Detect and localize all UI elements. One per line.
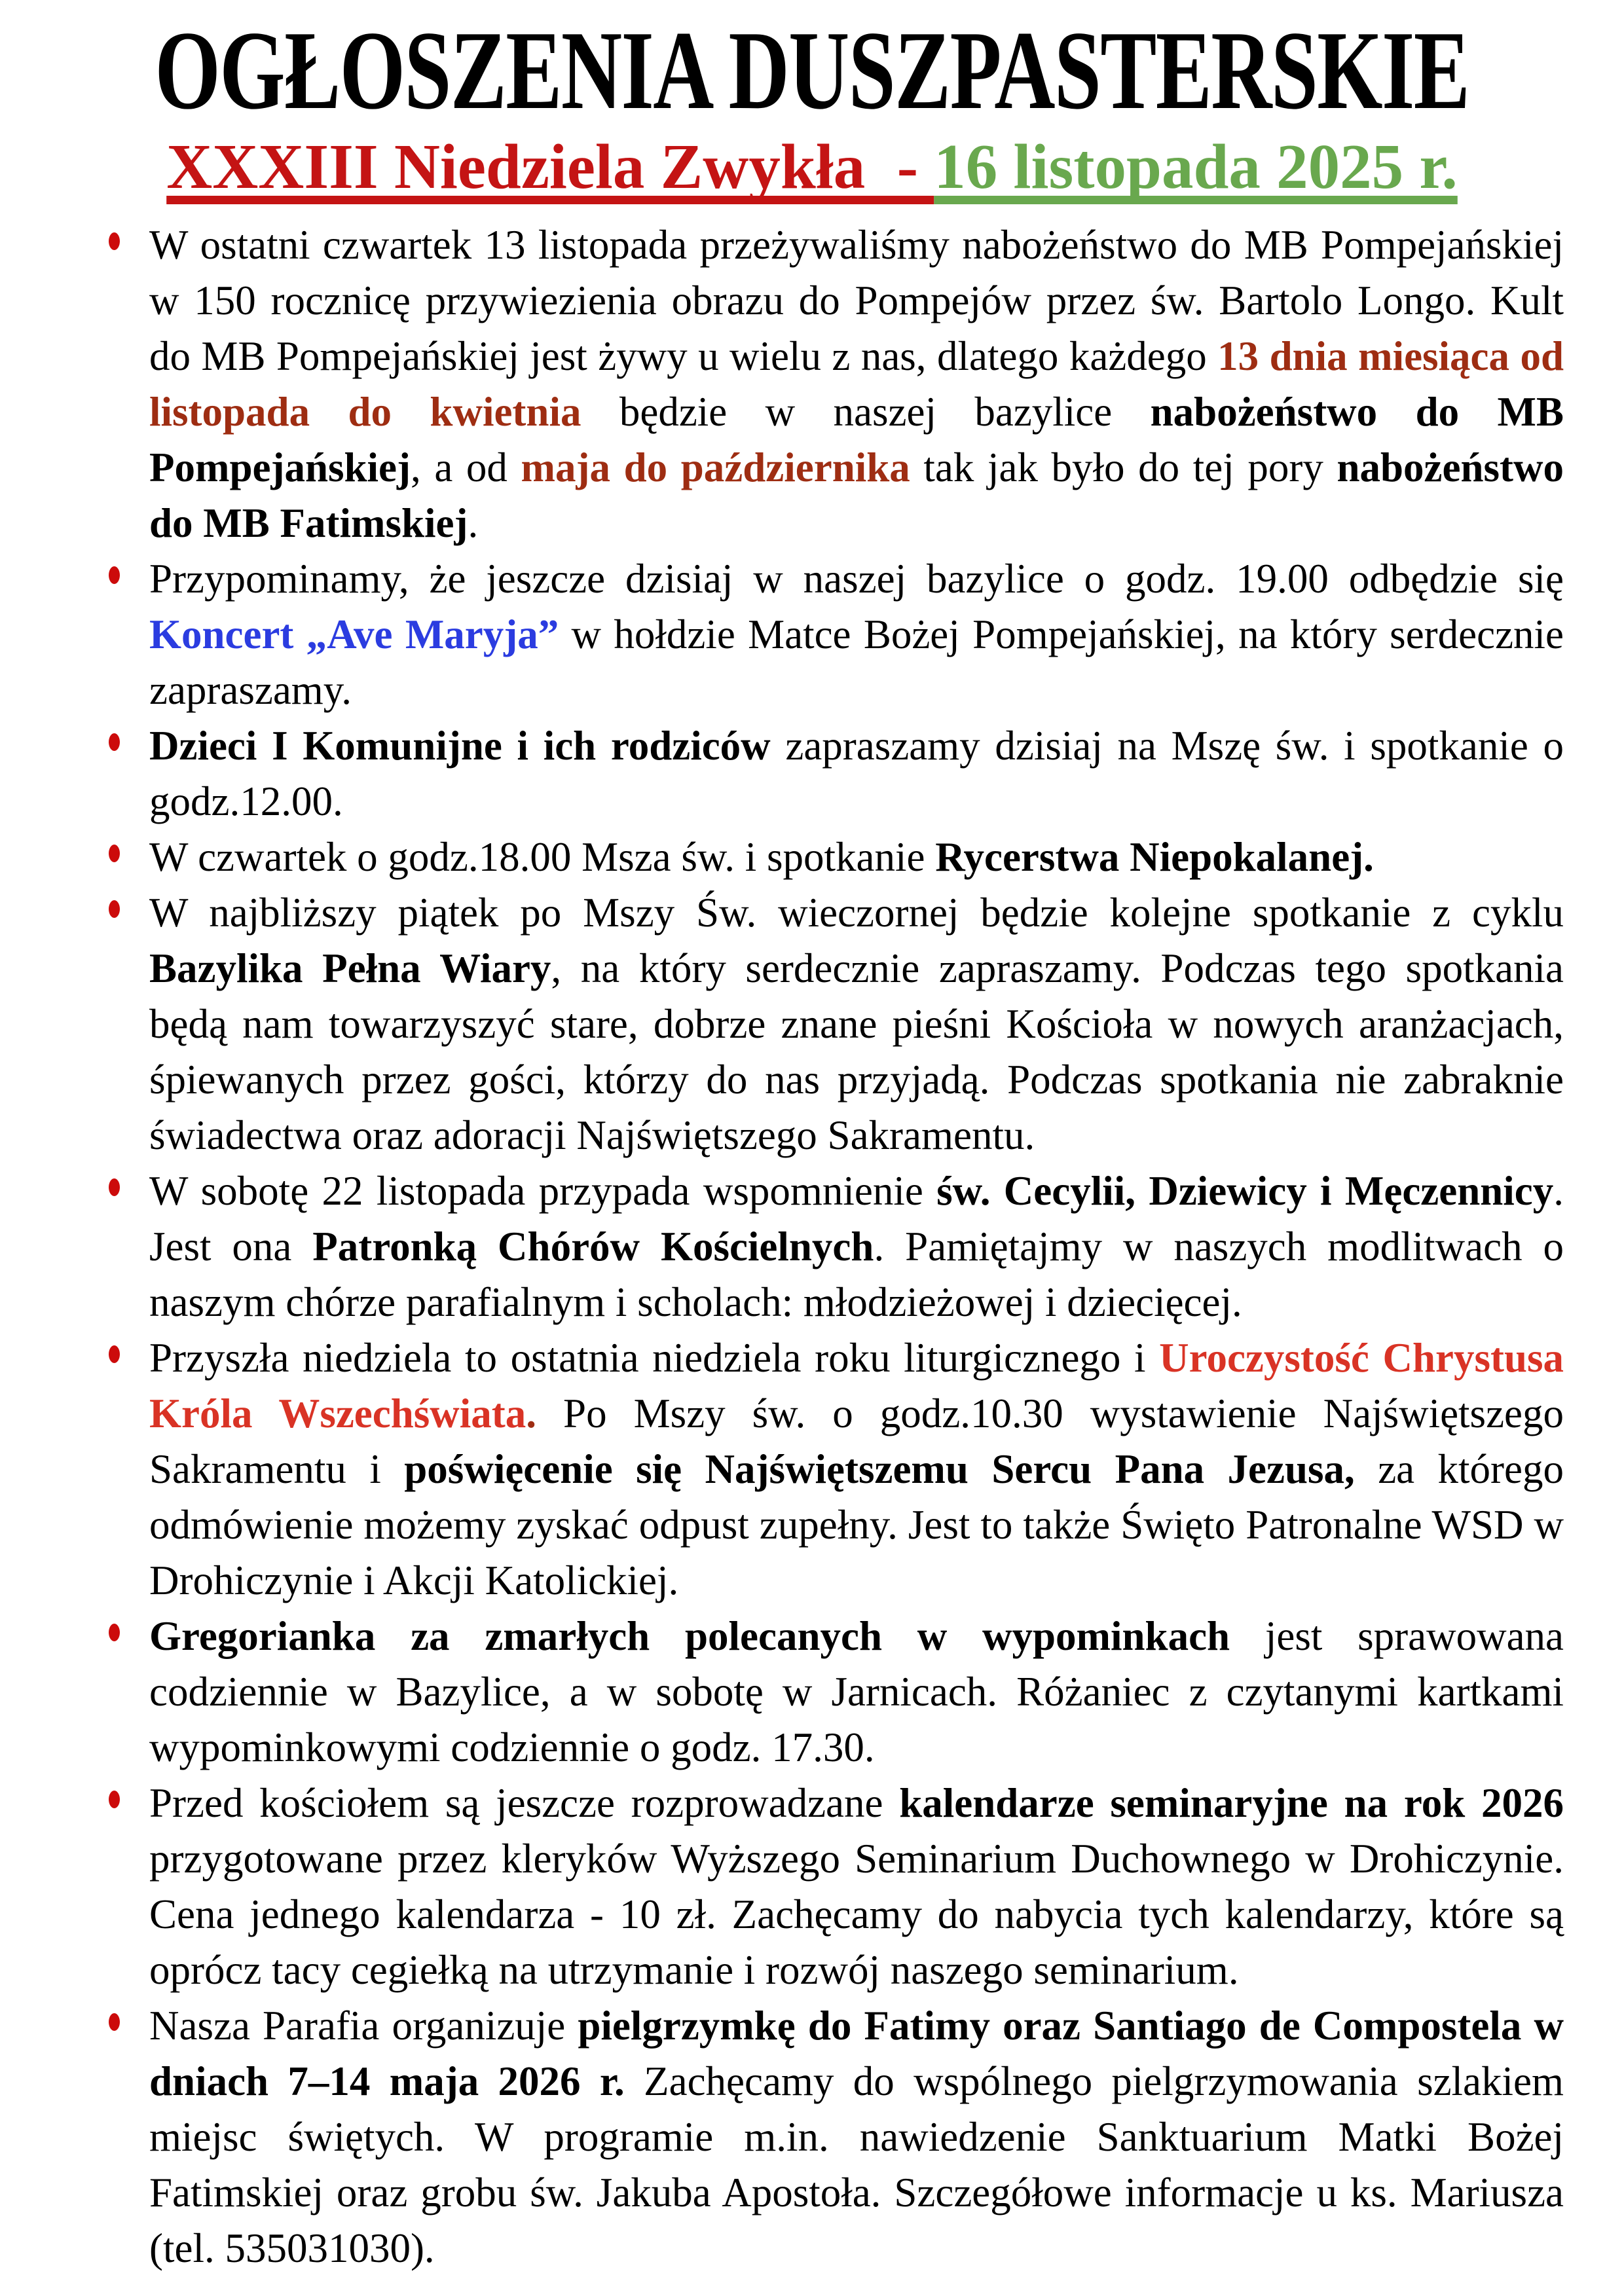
text-run: Gregorianka za zmarłych polecanych w wypominkach bbox=[149, 1613, 1230, 1659]
text-run: Bazylika Pełna Wiary bbox=[149, 945, 551, 991]
text-run: przygotowane przez kleryków Wyższego Seminarium Duchownego w Drohiczynie. Cena jednego kalendarza - 10 zł. Zachęcamy do nabycia tych kalendarzy, które są oprócz tacy cegiełką na utrzymanie i rozwój naszego seminarium. bbox=[149, 1835, 1564, 1993]
list-item bbox=[149, 1776, 1564, 1998]
list-item bbox=[149, 217, 1564, 551]
list-item bbox=[149, 1330, 1564, 1609]
text-run: pielgrzymkę do Fatimy oraz Santiago de Compostela w dniach 7–14 maja 2026 r. bbox=[149, 2002, 1564, 2104]
text-run: Patronką Chórów Kościelnych bbox=[312, 1223, 874, 1269]
text-run: W sobotę 22 listopada przypada wspomnienie bbox=[149, 1167, 937, 1214]
subtitle-sunday-name: XXXIII Niedziela Zwykła - bbox=[166, 132, 934, 202]
list-item bbox=[149, 718, 1564, 829]
text-run: Dzieci I Komunijne i ich rodziców bbox=[149, 722, 771, 769]
text-run: zapraszamy dzisiaj na Mszę św. i spotkanie o godz.12.00. bbox=[149, 722, 1564, 824]
list-item bbox=[149, 1163, 1564, 1330]
announcements-list bbox=[0, 217, 1624, 2276]
text-run: Zachęcamy do wspólnego pielgrzymowania szlakiem miejsc świętych. W programie m.in. nawiedzenie Sanktuarium Matki Bożej Fatimskiej oraz grobu św. Jakuba Apostoła. Szczegółowe informacje u ks. Mariusza (tel. 535031030). bbox=[149, 2058, 1564, 2271]
text-run: św. Cecylii, Dziewicy i Męczennicy bbox=[936, 1167, 1554, 1214]
text-run: Przed kościołem są jeszcze rozprowadzane bbox=[149, 1779, 900, 1826]
text-run: będzie w naszej bazylice bbox=[581, 388, 1151, 435]
text-run: w hołdzie Matce Bożej Pompejańskiej, na który serdecznie zapraszamy. bbox=[149, 611, 1564, 713]
text-run: . Jest ona bbox=[149, 1167, 1564, 1269]
text-run: . bbox=[468, 500, 479, 546]
page-header bbox=[0, 9, 1624, 133]
text-run: W najbliższy piątek po Mszy Św. wieczornej będzie kolejne spotkanie z cyklu bbox=[149, 889, 1564, 936]
text-run: Koncert „Ave Maryja” bbox=[149, 611, 559, 657]
text-run: kalendarze seminaryjne na rok 2026 bbox=[899, 1779, 1564, 1826]
subtitle-date: 16 listopada 2025 r. bbox=[934, 132, 1458, 202]
text-run: . bbox=[526, 1390, 537, 1436]
list-item bbox=[149, 1998, 1564, 2276]
text-run: poświęcenie się Najświętszemu Sercu Pana Jezusa, bbox=[404, 1446, 1355, 1492]
text-run: Przypominamy, że jeszcze dzisiaj w naszej bazylice o godz. 19.00 odbędzie się bbox=[149, 555, 1564, 602]
text-run: , na który serdecznie zapraszamy. Podczas tego spotkania będą nam towarzyszyć stare, dobrze znane pieśni Kościoła w nowych aranżacjach, śpiewanych przez gości, którzy do nas przyjadą. Podczas spotkania nie zabraknie świadectwa oraz adoracji Najświętszego Sakramentu. bbox=[149, 945, 1564, 1158]
list-item bbox=[149, 885, 1564, 1163]
text-run: za którego odmówienie możemy zyskać odpust zupełny. Jest to także Święto Patronalne WSD w Drohiczynie i Akcji Katolickiej. bbox=[149, 1446, 1564, 1603]
page-title: OGŁOSZENIA DUSZPASTERSKIE bbox=[155, 9, 1469, 133]
text-run: , a od bbox=[410, 444, 521, 490]
list-item bbox=[149, 1609, 1564, 1776]
text-run: tak jak było do tej pory bbox=[910, 444, 1337, 490]
text-run: . Pamiętajmy w naszych modlitwach o naszym chórze parafialnym i scholach: młodzieżowej i dziecięcej. bbox=[149, 1223, 1564, 1325]
text-run: Przyszła niedziela to ostatnia niedziela roku liturgicznego i bbox=[149, 1334, 1160, 1381]
text-run: maja do października bbox=[521, 444, 910, 490]
text-run: Uroczystość Chrystusa Króla Wszechświata bbox=[149, 1334, 1564, 1436]
page-subtitle bbox=[0, 134, 1624, 200]
text-run: nabożeństwo do MB Pompejańskiej bbox=[149, 388, 1564, 490]
text-run: Po Mszy św. o godz.10.30 wystawienie Najświętszego Sakramentu i bbox=[149, 1390, 1564, 1492]
text-run: Nasza Parafia organizuje bbox=[149, 2002, 578, 2049]
text-run: W czwartek o godz.18.00 Msza św. i spotkanie bbox=[149, 833, 936, 880]
text-run: nabożeństwo do MB Fatimskiej bbox=[149, 444, 1564, 546]
text-run: jest sprawowana codziennie w Bazylice, a w sobotę w Jarnicach. Różaniec z czytanymi kartkami wypominkowymi codziennie o godz. 17.30. bbox=[149, 1613, 1564, 1770]
text-run: W ostatni czwartek 13 listopada przeżywaliśmy nabożeństwo do MB Pompejańskiej w 150 rocznicę przywiezienia obrazu do Pompejów przez św. Bartolo Longo. Kult do MB Pompejańskiej jest żywy u wielu z nas, dlatego każdego bbox=[149, 221, 1564, 379]
text-run: Rycerstwa Niepokalanej. bbox=[935, 833, 1374, 880]
text-run: 13 dnia miesiąca od listopada do kwietnia bbox=[149, 333, 1564, 435]
list-item bbox=[149, 829, 1564, 885]
list-item bbox=[149, 551, 1564, 718]
